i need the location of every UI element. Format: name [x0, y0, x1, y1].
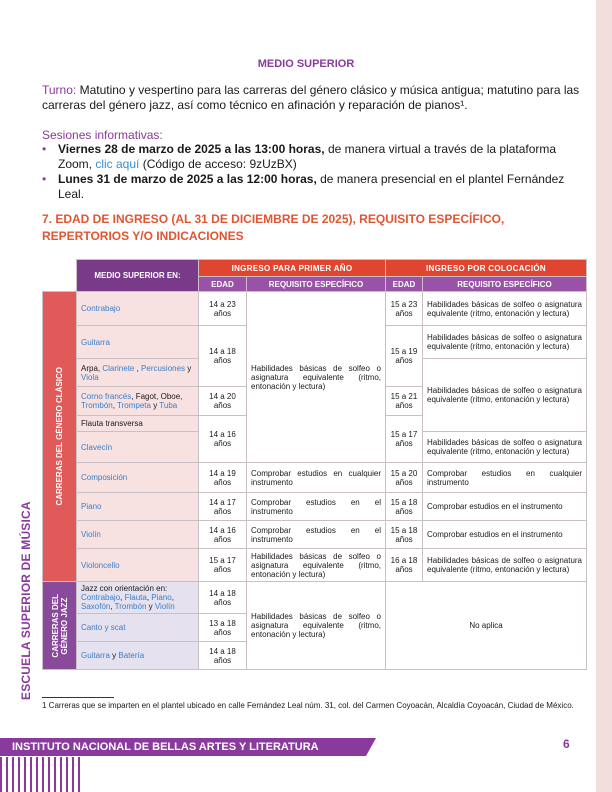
turno-text: Matutino y vespertino para las carreras del género clásico y música antigua; matutino para las carreras del género jazz, así como técnico en afinación y reparación de pianos¹.	[42, 83, 580, 112]
instrument-contrabajo: Contrabajo	[77, 292, 199, 326]
instrument-arpa: Arpa,	[81, 363, 103, 373]
instrument-viola: Viola	[81, 372, 99, 382]
instrument-flauta: Flauta	[124, 593, 147, 602]
footnote: 1 Carreras que se imparten en el plantel ubicado en calle Fernández Leal núm. 31, col. del Carmen Coyoacán, Alcaldía Coyoacán, Ciudad de México.	[42, 701, 574, 710]
requirement-cell: Habilidades básicas de solfeo o asignatura equivalente (ritmo, entonación y lectura)	[423, 326, 587, 359]
blank-corner	[43, 260, 77, 292]
category-label	[51, 594, 69, 658]
separator: y	[109, 651, 119, 660]
instrument-arpa-group	[77, 359, 199, 387]
age-cell: 15 a 21 años	[386, 387, 423, 416]
age-cell: 14 a 18 años	[199, 642, 247, 670]
instrument-metales-group	[77, 387, 199, 416]
instrument-guitarra: Guitarra	[81, 651, 110, 660]
instrument-contrabajo: Contrabajo	[81, 593, 121, 602]
requirement-cell: Habilidades básicas de solfeo o asignatura equivalente (ritmo, entonación y lectura)	[423, 549, 587, 582]
age-cell: 14 a 20 años	[199, 387, 247, 416]
instrument-corno: Corno francés	[81, 392, 132, 401]
page-number: 6	[563, 737, 570, 751]
category-clasico	[43, 292, 77, 582]
separator: ,	[134, 363, 142, 373]
separator: y	[150, 401, 160, 410]
jazz-orientation-label: Jazz con orientación en:	[81, 584, 168, 593]
instrument-composicion: Composición	[77, 463, 199, 493]
separator: ,	[120, 593, 125, 602]
age-cell: 13 a 18 años	[199, 614, 247, 642]
instrument-piano: Piano	[77, 493, 199, 521]
age-cell: 15 a 23 años	[386, 292, 423, 326]
instrument-trombon: Trombón	[81, 401, 113, 410]
instrument-violin: Violín	[154, 602, 175, 611]
age-cell: 14 a 23 años	[199, 292, 247, 326]
col-edad: EDAD	[199, 277, 247, 292]
admission-table	[42, 259, 587, 670]
list-item	[42, 142, 587, 172]
age-cell: 14 a 19 años	[199, 463, 247, 493]
instrument-piano: Piano	[151, 593, 172, 602]
requirement-cell: Habilidades básicas de solfeo o asignatura equivalente (ritmo, entonación y lectura)	[423, 359, 587, 432]
category-label-line: GÉNERO JAZZ	[59, 597, 69, 654]
age-cell: 15 a 18 años	[386, 493, 423, 521]
instrument-guitarra: Guitarra	[77, 326, 199, 359]
category-label: CARRERAS DEL GÉNERO CLÁSICO	[55, 367, 64, 506]
requirement-cell: Habilidades básicas de solfeo o asignatura equivalente (ritmo, entonación y lectura)	[247, 292, 386, 463]
age-cell: 16 a 18 años	[386, 549, 423, 582]
instrument-saxofon: Saxofón	[81, 602, 111, 611]
instrument-tuba: Tuba	[159, 401, 178, 410]
category-label-line: CARRERAS DEL	[50, 593, 60, 658]
session-code: (Código de acceso: 9zUzBX)	[139, 157, 297, 171]
requirement-cell: Comprobar estudios en cualquier instrumento	[423, 463, 587, 493]
instrument-bateria: Batería	[118, 651, 145, 660]
instrument-violoncello: Violoncello	[77, 549, 199, 582]
age-cell: 14 a 18 años	[199, 326, 247, 387]
age-cell: 15 a 17 años	[386, 416, 423, 463]
separator: ,	[110, 602, 115, 611]
requirement-cell: Comprobar estudios en cualquier instrumento	[247, 463, 386, 493]
footer-bar: INSTITUTO NACIONAL DE BELLAS ARTES Y LITERATURA	[0, 738, 366, 756]
instrument-trompeta: Trompeta	[117, 401, 151, 410]
instrument-clavecin: Clavecín	[77, 432, 199, 463]
age-cell: 15 a 19 años	[386, 326, 423, 387]
col-requisito: REQUISITO ESPECÍFICO	[423, 277, 587, 292]
decorative-stripes	[0, 757, 80, 792]
col-edad: EDAD	[386, 277, 423, 292]
requirement-cell: Habilidades básicas de solfeo o asignatura equivalente (ritmo, entonación y lectura)	[423, 432, 587, 463]
requirement-cell: Habilidades básicas de solfeo o asignatura equivalente (ritmo, entonación y lectura)	[247, 549, 386, 582]
col-primer-ano: INGRESO PARA PRIMER AÑO	[199, 260, 386, 277]
col-requisito: REQUISITO ESPECÍFICO	[247, 277, 386, 292]
session-date: Viernes 28 de marzo de 2025 a las 13:00 horas,	[58, 142, 325, 156]
age-cell: 15 a 20 años	[386, 463, 423, 493]
session-date: Lunes 31 de marzo de 2025 a las 12:00 horas,	[58, 172, 317, 186]
instrument-fagot-oboe: , Fagot, Oboe,	[131, 392, 183, 401]
zoom-link[interactable]: clic aquí	[95, 157, 140, 171]
footnote-rule	[42, 697, 114, 698]
requirement-cell: Habilidades básicas de solfeo o asignatura equivalente (ritmo, entonación y lectura)	[423, 292, 587, 326]
sesiones-list	[42, 142, 587, 202]
instrument-canto: Canto y scat	[77, 614, 199, 642]
separator: y	[185, 363, 192, 373]
age-cell: 14 a 17 años	[199, 493, 247, 521]
requirement-cell: Comprobar estudios en el instrumento	[247, 493, 386, 521]
separator: ,	[112, 401, 118, 410]
age-cell: 15 a 18 años	[386, 521, 423, 549]
instrument-guitarra-bateria	[77, 642, 199, 670]
requirement-cell: Habilidades básicas de solfeo o asignatura equivalente (ritmo, entonación y lectura)	[247, 582, 386, 670]
no-aplica-cell: No aplica	[386, 582, 587, 670]
session-text: de manera virtual a través de la plataforma Zoom,	[58, 142, 557, 171]
separator: ,	[146, 593, 152, 602]
instrument-clarinete: Clarinete	[102, 363, 135, 373]
age-cell: 14 a 18 años	[199, 582, 247, 614]
decorative-band	[596, 0, 612, 792]
instrument-percusiones: Percusiones	[141, 363, 186, 373]
instrument-trombon: Trombón	[114, 602, 147, 611]
separator: y	[146, 602, 155, 611]
turno-label: Turno:	[42, 83, 77, 97]
instrument-jazz-group	[77, 582, 199, 614]
side-title: ESCUELA SUPERIOR DE MÚSICA	[19, 501, 33, 700]
instrument-violin: Violín	[77, 521, 199, 549]
category-jazz	[43, 582, 77, 670]
col-colocacion: INGRESO POR COLOCACIÓN	[386, 260, 587, 277]
requirement-cell: Comprobar estudios en el instrumento	[247, 521, 386, 549]
page-title: MEDIO SUPERIOR	[257, 58, 355, 70]
list-item	[42, 172, 587, 202]
requirement-cell: Comprobar estudios en el instrumento	[423, 521, 587, 549]
section-heading: 7. EDAD DE INGRESO (AL 31 DE DICIEMBRE DE 2025), REQUISITO ESPECÍFICO, REPERTORIOS Y/O INDICACIONES	[42, 212, 505, 243]
age-cell: 14 a 16 años	[199, 521, 247, 549]
session-text: de manera presencial en el plantel Fernández Leal.	[58, 172, 565, 201]
col-medio-superior: MEDIO SUPERIOR EN:	[77, 260, 199, 292]
instrument-flauta: Flauta transversa	[77, 416, 199, 432]
sesiones-heading: Sesiones informativas:	[42, 128, 163, 142]
requirement-cell: Comprobar estudios en el instrumento	[423, 493, 587, 521]
turno-paragraph	[42, 83, 582, 113]
separator: ,	[171, 593, 174, 602]
age-cell: 14 a 16 años	[199, 416, 247, 463]
age-cell: 15 a 17 años	[199, 549, 247, 582]
